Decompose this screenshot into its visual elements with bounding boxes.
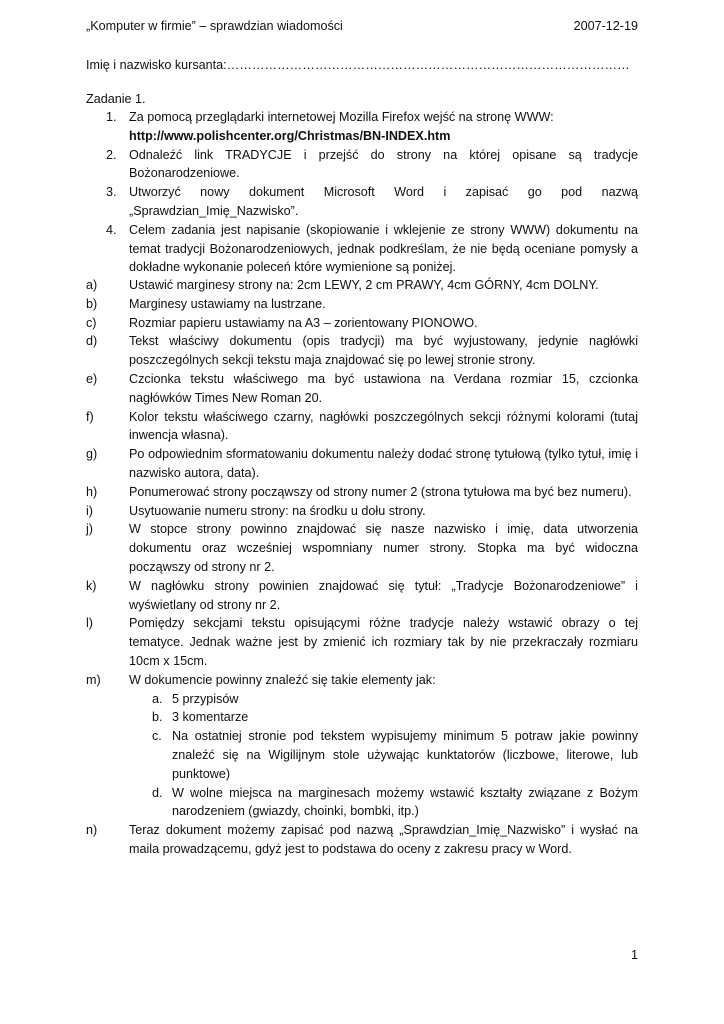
list-marker: 4. <box>106 222 117 237</box>
list-item-text: Usytuowanie numeru strony: na środku u dołu strony. <box>129 503 426 518</box>
sub-list-item <box>86 690 638 709</box>
list-item <box>86 276 638 295</box>
list-item-text: W nagłówku strony powinien znajdować się tytuł: „Tradycje Bożonarodzeniowe” i wyświetlany od strony nr 2. <box>129 578 638 612</box>
list-marker: b. <box>152 710 163 725</box>
list-marker: n) <box>86 823 98 838</box>
list-marker: g) <box>86 447 98 462</box>
list-marker: c) <box>86 315 97 330</box>
sub-list-item <box>86 727 638 783</box>
list-item-text: Tekst właściwy dokumentu (opis tradycji) ma być wyjustowany, jedynie nagłówki poszczególnych sekcji tekstu maja znajdować się po lewej stronie strony. <box>129 334 638 368</box>
list-marker: d) <box>86 334 98 349</box>
list-item-text: Ponumerować strony począwszy od strony numer 2 (strona tytułowa ma być bez numeru). <box>129 484 632 499</box>
lettered-list <box>86 276 638 859</box>
list-item-text: Za pomocą przeglądarki internetowej Mozilla Firefox wejść na stronę WWW: <box>129 110 554 124</box>
list-marker: e) <box>86 371 98 386</box>
header-date: 2007-12-19 <box>573 19 638 33</box>
list-item-text: Ustawić marginesy strony na: 2cm LEWY, 2 cm PRAWY, 4cm GÓRNY, 4cm DOLNY. <box>129 278 599 292</box>
list-item-text: Odnaleźć link TRADYCJE i przejść do strony na której opisane są tradycje Bożonarodzeniowe. <box>129 147 638 181</box>
numbered-list <box>86 108 638 277</box>
url-text: http://www.polishcenter.org/Christmas/BN-INDEX.htm <box>129 128 451 143</box>
task-title: Zadanie 1. <box>86 92 146 106</box>
list-marker: k) <box>86 578 97 593</box>
list-item <box>86 108 638 146</box>
student-name-line: Imię i nazwisko kursanta:…………………………………………………………………………………… <box>86 58 630 72</box>
list-item <box>86 502 638 521</box>
list-item-text: W wolne miejsca na marginesach możemy wstawić kształty związane z Bożym narodzeniem (gwiazdy, choinki, bombki, itp.) <box>172 785 638 819</box>
list-item-text: Czcionka tekstu właściwego ma być ustawiona na Verdana rozmiar 15, czcionka nagłówków Times New Roman 20. <box>129 371 638 405</box>
list-item <box>86 295 638 314</box>
list-item-text: Marginesy ustawiamy na lustrzane. <box>129 296 326 311</box>
list-item <box>86 445 638 483</box>
list-marker: 3. <box>106 185 117 200</box>
list-item <box>86 671 638 690</box>
list-marker: 1. <box>106 110 117 124</box>
page-header <box>86 17 638 36</box>
list-item <box>86 332 638 370</box>
list-item-text: 3 komentarze <box>172 710 249 725</box>
list-item <box>86 146 638 184</box>
list-marker: h) <box>86 484 98 499</box>
list-item <box>86 821 638 859</box>
list-marker: b) <box>86 296 98 311</box>
list-item <box>86 221 638 277</box>
list-item-text: Celem zadania jest napisanie (skopiowanie i wklejenie ze strony WWW) dokumentu na temat tradycji Bożonarodzeniowych, jednak podkreślam, że nie będą oceniane pomysły a dokładne wykonanie poleceń które wymienione są poniżej. <box>129 222 638 275</box>
list-item <box>86 577 638 615</box>
list-item <box>86 183 638 221</box>
list-marker: 2. <box>106 147 117 162</box>
list-item <box>86 314 638 333</box>
list-item <box>86 520 638 576</box>
list-item-text: Pomiędzy sekcjami tekstu opisującymi różne tradycje należy wstawić obrazy o tej tematyce. Jednak ważne jest by zmienić ich rozmiary tak by nie przekraczały rozmiaru 10cm x 15cm. <box>129 616 638 668</box>
list-item-text: W stopce strony powinno znajdować się nasze nazwisko i imię, data utworzenia dokumentu oraz wcześniej wspomniany numer strony. Stopka ma być widoczna począwszy od strony nr 2. <box>129 522 638 574</box>
list-item <box>86 408 638 446</box>
sub-list <box>86 690 638 822</box>
list-marker: a) <box>86 278 98 292</box>
list-item-text: Utworzyć nowy dokument Microsoft Word i zapisać go pod nazwą „Sprawdzian_Imię_Nazwisko”. <box>129 185 638 218</box>
list-item-text: Rozmiar papieru ustawiamy na A3 – zorientowany PIONOWO. <box>129 315 478 330</box>
list-item-text: W dokumencie powinny znaleźć się takie elementy jak: <box>129 672 436 687</box>
list-marker: l) <box>86 616 93 631</box>
list-item-text: Po odpowiednim sformatowaniu dokumentu należy dodać stronę tytułową (tylko tytuł, imię i nazwisko autora, data). <box>129 447 638 480</box>
list-marker: i) <box>86 503 93 518</box>
list-item <box>86 483 638 502</box>
list-marker: f) <box>86 409 94 424</box>
list-marker: a. <box>152 691 163 706</box>
list-item-text: Teraz dokument możemy zapisać pod nazwą „Sprawdzian_Imię_Nazwisko” i wysłać na maila prowadzącemu, gdyż jest to podstawa do oceny z zakresu pracy w Word. <box>129 823 638 856</box>
sub-list-item <box>86 708 638 727</box>
header-title: „Komputer w firmie” – sprawdzian wiadomości <box>86 19 343 33</box>
page-number: 1 <box>630 948 638 962</box>
list-item <box>86 614 638 670</box>
list-marker: j) <box>86 522 93 537</box>
list-marker: d. <box>152 785 163 800</box>
list-item-text: Na ostatniej stronie pod tekstem wypisujemy minimum 5 potraw jakie powinny znaleźć się na Wigilijnym stole używając kunktatorów (liczbowe, literowe, lub punktowe) <box>172 729 638 781</box>
list-marker: c. <box>152 729 162 744</box>
list-item-text: Kolor tekstu właściwego czarny, nagłówki poszczególnych sekcji różnymi kolorami (tutaj inwencja własna). <box>129 409 638 443</box>
list-item-text: 5 przypisów <box>172 691 239 706</box>
list-item <box>86 370 638 408</box>
sub-list-item <box>86 784 638 822</box>
list-marker: m) <box>86 672 101 687</box>
